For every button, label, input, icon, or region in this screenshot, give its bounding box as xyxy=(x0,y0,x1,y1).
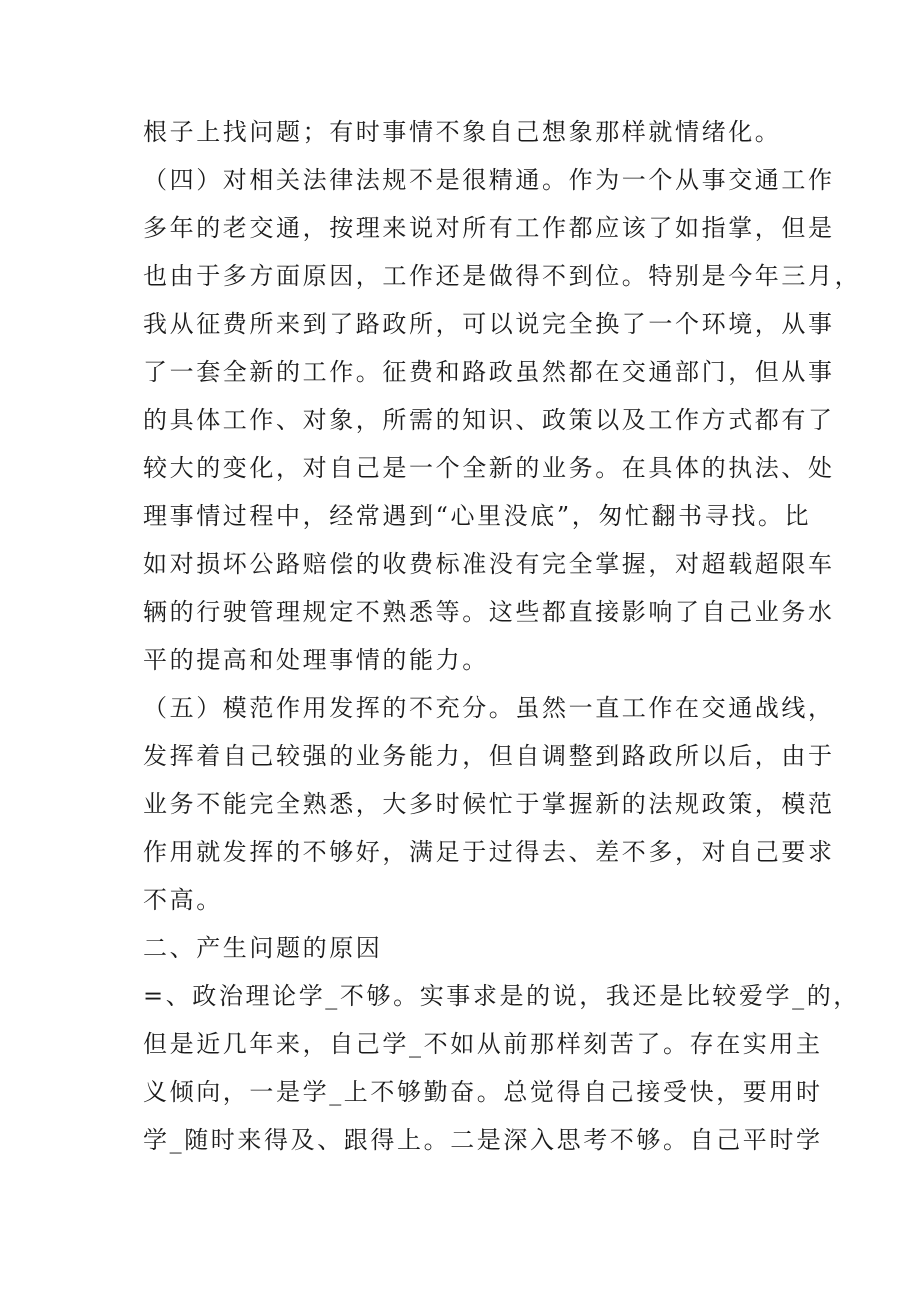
text-line: 的具体工作、对象，所需的知识、政策以及工作方式都有了 xyxy=(143,406,835,434)
text-line: 但是近几年来，自己学_不如从前那样刻苦了。存在实用主 xyxy=(143,1030,823,1058)
text-line: 根子上找问题；有时事情不象自己想象那样就情绪化。 xyxy=(143,118,782,146)
text-line: 发挥着自己较强的业务能力，但自调整到路政所以后，由于 xyxy=(143,742,835,770)
text-line: 作用就发挥的不够好，满足于过得去、差不多，对自己要求 xyxy=(143,838,835,866)
document-body xyxy=(143,108,862,1164)
text-line: =、政治理论学_不够。实事求是的说，我还是比较爱学_的， xyxy=(143,982,860,1010)
text-line: 学_随时来得及、跟得上。二是深入思考不够。自己平时学 xyxy=(143,1126,823,1154)
text-line: 不高。 xyxy=(143,886,223,914)
text-line: 平的提高和处理事情的能力。 xyxy=(143,646,489,674)
section-heading: 二、产生问题的原因 xyxy=(143,934,383,962)
text-line: 我从征费所来到了路政所，可以说完全换了一个环境，从事 xyxy=(143,310,835,338)
text-line: （五）模范作用发挥的不充分。虽然一直工作在交通战线， xyxy=(143,694,835,722)
text-line: （四）对相关法律法规不是很精通。作为一个从事交通工作 xyxy=(143,166,835,194)
text-line: 也由于多方面原因，工作还是做得不到位。特别是今年三月， xyxy=(143,262,862,290)
text-line: 了一套全新的工作。征费和路政虽然都在交通部门，但从事 xyxy=(143,358,835,386)
text-line: 业务不能完全熟悉，大多时候忙于掌握新的法规政策，模范 xyxy=(143,790,835,818)
text-line: 如对损坏公路赔偿的收费标准没有完全掌握，对超载超限车 xyxy=(143,550,835,578)
text-line: 较大的变化，对自己是一个全新的业务。在具体的执法、处 xyxy=(143,454,835,482)
text-line: 理事情过程中，经常遇到“心里没底”，匆忙翻书寻找。比 xyxy=(143,502,812,530)
text-line: 辆的行驶管理规定不熟悉等。这些都直接影响了自己业务水 xyxy=(143,598,835,626)
text-line: 义倾向，一是学_上不够勤奋。总觉得自己接受快，要用时 xyxy=(143,1078,823,1106)
text-line: 多年的老交通，按理来说对所有工作都应该了如指掌，但是 xyxy=(143,214,835,242)
